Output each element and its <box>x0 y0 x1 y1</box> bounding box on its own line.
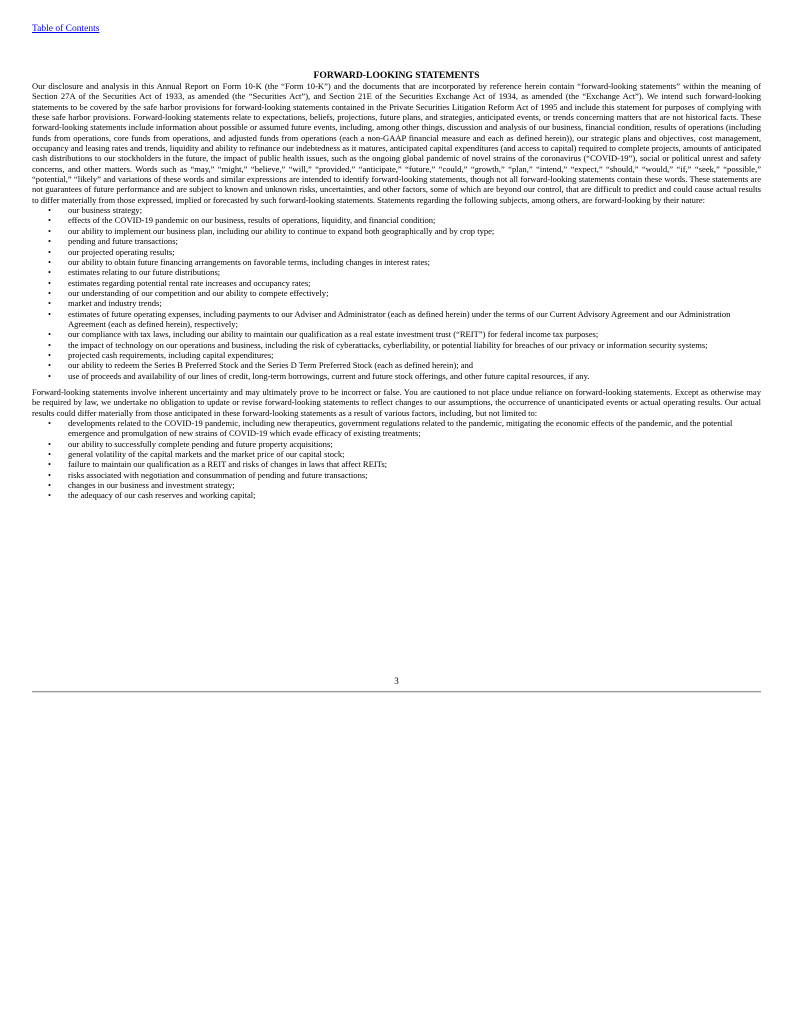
section-title: FORWARD-LOOKING STATEMENTS <box>313 70 480 81</box>
list-item: • effects of the COVID-19 pandemic on our business, results of operations, liquidity, and financial condition; <box>32 215 761 225</box>
list-item: • projected cash requirements, including capital expenditures; <box>32 350 761 360</box>
list-item: • estimates of future operating expenses, including payments to our Adviser and Administrator (each as defined herein) under the terms of our Current Advisory Agreement and our Administration Agreement (each as defined herein), respectively; <box>32 309 761 330</box>
list-item: • our ability to successfully complete pending and future property acquisitions; <box>32 439 761 449</box>
risk-factors-list <box>32 418 761 501</box>
list-item: • estimates regarding potential rental rate increases and occupancy rates; <box>32 278 761 288</box>
list-item: • our ability to redeem the Series B Preferred Stock and the Series D Term Preferred Stock (each as defined herein); and <box>32 360 761 370</box>
list-item: • failure to maintain our qualification as a REIT and risks of changes in laws that affect REITs; <box>32 459 761 469</box>
list-item: • use of proceeds and availability of our lines of credit, long-term borrowings, current and future stock offerings, and other future capital resources, if any. <box>32 371 761 381</box>
page-number: 3 <box>394 676 399 686</box>
risk-factors-paragraph: Forward-looking statements involve inherent uncertainty and may ultimately prove to be incorrect or false. You are cautioned to not place undue reliance on forward-looking statements. Except as otherwise may be required by law, we undertake no obligation to update or revise forward-looking statements to reflect changes to our assumptions, the occurrence of unanticipated events or actual operating results. Our actual results could differ materially from those anticipated in these forward-looking statements as a result of various factors, including, but not limited to: <box>32 386 761 418</box>
table-of-contents-link[interactable]: Table of Contents <box>32 24 100 34</box>
list-item: • our business strategy; <box>32 205 761 215</box>
list-item: • market and industry trends; <box>32 298 761 308</box>
list-item: • developments related to the COVID-19 pandemic, including new therapeutics, government regulations related to the pandemic, mitigating the economic effects of the pandemic, and the potential emergence and promulgation of new strains of COVID-19 which evade efficacy of existing treatments; <box>32 418 761 439</box>
list-item: • our projected operating results; <box>32 247 761 257</box>
list-item: • estimates relating to our future distributions; <box>32 267 761 277</box>
list-item: • pending and future transactions; <box>32 236 761 246</box>
page-divider <box>32 691 761 693</box>
list-item: • the adequacy of our cash reserves and working capital; <box>32 490 761 500</box>
list-item: • risks associated with negotiation and consummation of pending and future transactions; <box>32 470 761 480</box>
list-item: • the impact of technology on our operations and business, including the risk of cyberattacks, cyberliability, or potential liability for breaches of our privacy or information security systems; <box>32 340 761 350</box>
forward-looking-subjects-list <box>32 205 761 381</box>
list-item: • our understanding of our competition and our ability to compete effectively; <box>32 288 761 298</box>
list-item: • our compliance with tax laws, including our ability to maintain our qualification as a real estate investment trust (“REIT”) for federal income tax purposes; <box>32 329 761 339</box>
section-body <box>32 81 761 501</box>
list-item: • general volatility of the capital markets and the market price of our capital stock; <box>32 449 761 459</box>
intro-paragraph: Our disclosure and analysis in this Annual Report on Form 10-K (the “Form 10-K”) and the documents that are incorporated by reference herein contain “forward-looking statements” within the meaning of Section 27A of the Securities Act of 1933, as amended (the “Securities Act”), and Section 21E of the Securities Exchange Act of 1934, as amended (the “Exchange Act”). We intend such forward-looking statements to be covered by the safe harbor provisions for forward-looking statements contained in the Private Securities Litigation Reform Act of 1995 and include this statement for purposes of complying with these safe harbor provisions. Forward-looking statements relate to expectations, beliefs, projections, future plans, and strategies, anticipated events, or trends concerning matters that are not historical facts. These forward-looking statements include information about possible or assumed future events, including, among other things, discussion and analysis of our business, financial condition, results of operations (including funds from operations, core funds from operations, and adjusted funds from operations (each a non-GAAP financial measure and each as defined herein)), our strategic plans and objectives, cost management, occupancy and leasing rates and trends, liquidity and ability to refinance our indebtedness as it matures, anticipated capital expenditures (and access to capital) required to complete projects, amounts of anticipated cash distributions to our stockholders in the future, the impact of public health issues, such as the ongoing global pandemic of novel strains of the coronavirus (“COVID-19”), social or political unrest and safety concerns, and other matters. Words such as “may,” “might,” “believe,” “will,” “provided,” “anticipate,” “future,” “could,” “growth,” “plan,” “intend,” “expect,” “should,” “would,” “if,” “seek,” “possible,” “potential,” “likely” and variations of these words and similar expressions are intended to identify forward-looking statements, though not all forward-looking statements contain these words. These statements are not guarantees of future performance and are subject to known and unknown risks, uncertainties, and other factors, some of which are beyond our control, that are difficult to predict and could cause actual results to differ materially from those expressed, implied or forecasted by such forward-looking statements. Statements regarding the following subjects, among others, are forward-looking by their nature: <box>32 81 761 205</box>
list-item: • our ability to obtain future financing arrangements on favorable terms, including changes in interest rates; <box>32 257 761 267</box>
list-item: • changes in our business and investment strategy; <box>32 480 761 490</box>
list-item: • our ability to implement our business plan, including our ability to continue to expand both geographically and by crop type; <box>32 226 761 236</box>
